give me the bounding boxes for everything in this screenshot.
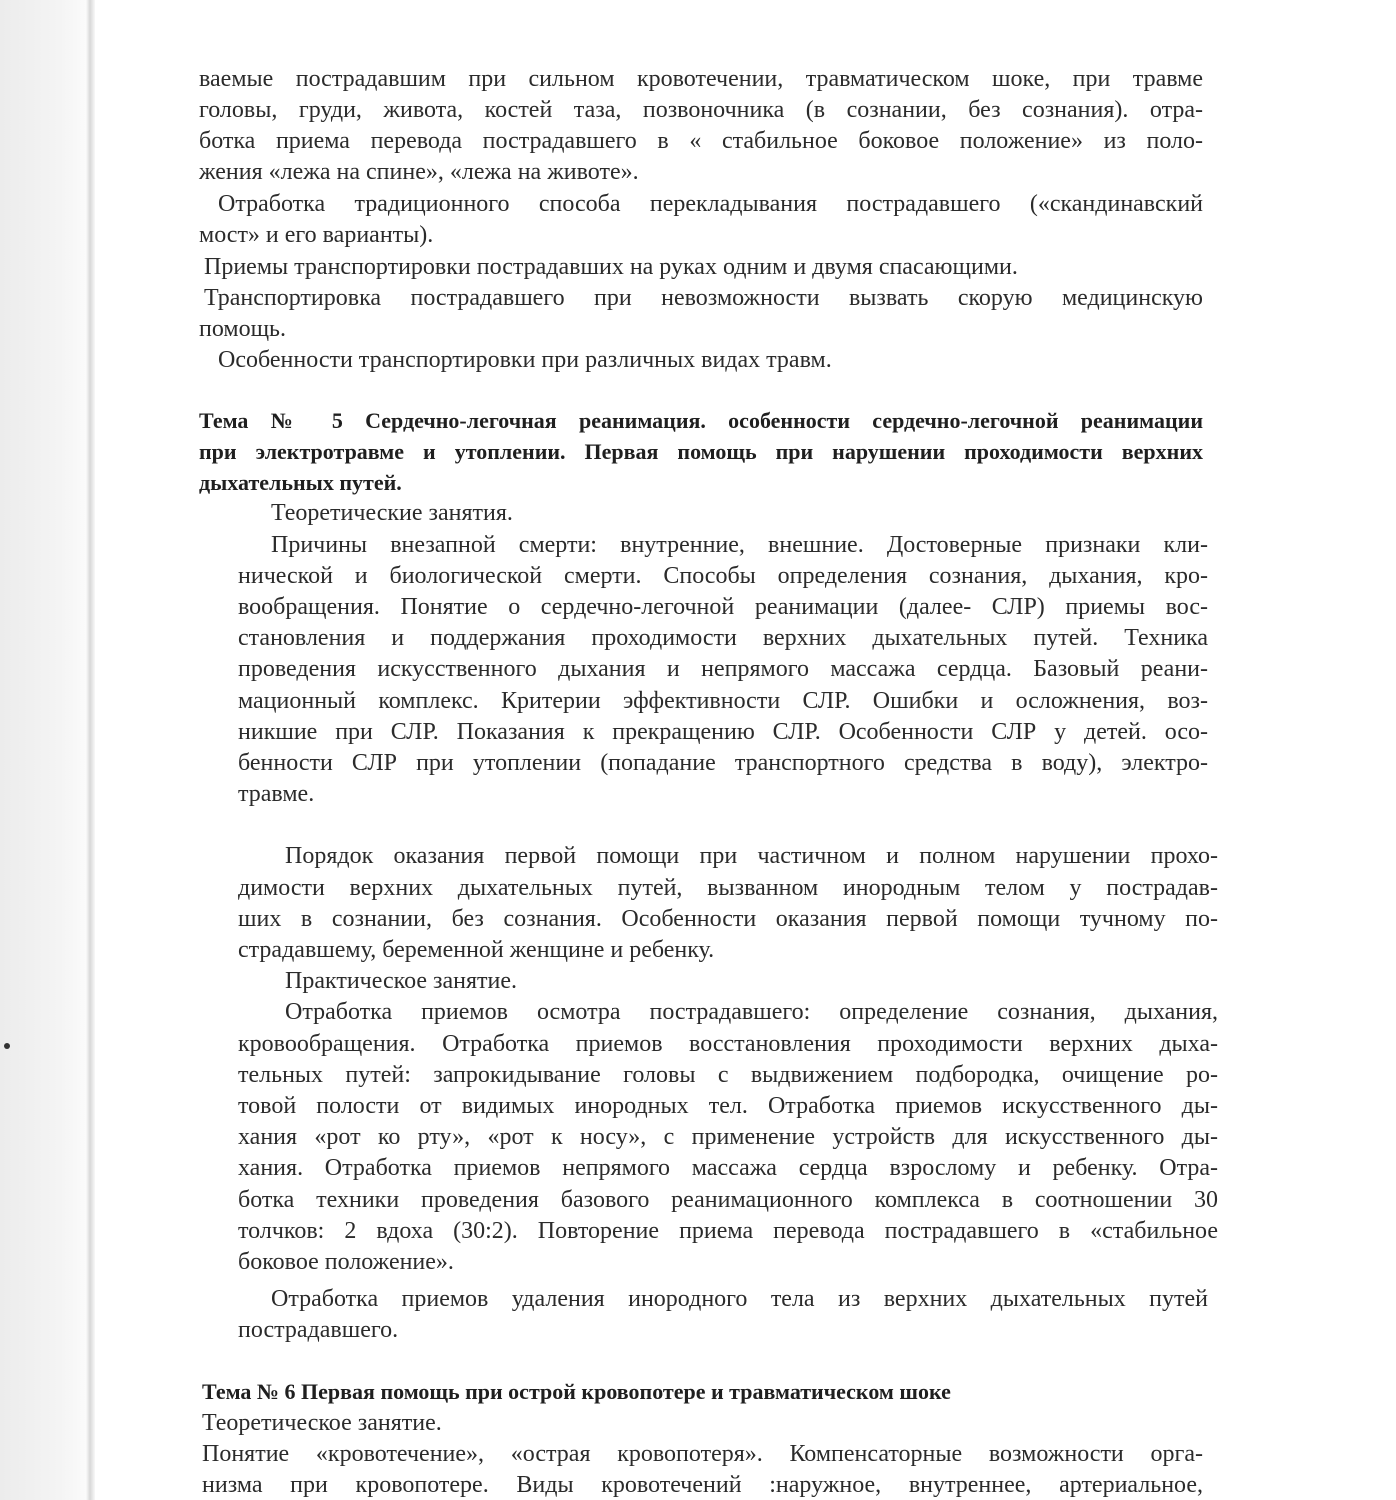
scan-page-edge xyxy=(0,0,95,1500)
text-line: пострадавшего. xyxy=(238,1317,399,1343)
text-line: бенности СЛР при утоплении (попадание транспортного средства в воду), электро- xyxy=(238,750,1208,776)
text-line: жения «лежа на спине», «лежа на животе». xyxy=(199,159,639,185)
text-line: ботка приема перевода пострадавшего в « стабильное боковое положение» из поло- xyxy=(199,128,1203,154)
text-line: Отработка приемов удаления инородного тела из верхних дыхательных путей xyxy=(271,1286,1208,1312)
text-line: ботка техники проведения базового реанимационного комплекса в соотношении 30 xyxy=(238,1187,1218,1213)
topic-heading: при электротравме и утоплении. Первая помощь при нарушении проходимости верхних xyxy=(199,439,1203,464)
text-line: ших в сознании, без сознания. Особенности оказания первой помощи тучному по- xyxy=(238,906,1218,932)
text-line: Понятие «кровотечение», «острая кровопотеря». Компенсаторные возможности орга- xyxy=(202,1441,1203,1467)
text-line: вообращения. Понятие о сердечно-легочной реанимации (далее- СЛР) приемы вос- xyxy=(238,594,1208,620)
text-line: травме. xyxy=(238,781,315,807)
text-line: помощь. xyxy=(199,316,286,342)
text-line: низма при кровопотере. Виды кровотечений :наружное, внутреннее, артериальное, xyxy=(202,1472,1203,1498)
text-line: димости верхних дыхательных путей, вызванном инородным телом у пострадав- xyxy=(238,875,1218,901)
text-line: боковое положение». xyxy=(238,1249,454,1275)
text-line: хания. Отработка приемов непрямого массажа сердца взрослому и ребенку. Отра- xyxy=(238,1155,1218,1181)
scan-mark xyxy=(4,1043,10,1049)
text-line: головы, груди, живота, костей таза, позвоночника (в сознании, без сознания). отра- xyxy=(199,97,1203,123)
text-line: страдавшему, беременной женщине и ребенку. xyxy=(238,937,715,963)
topic-heading: Тема № 6 Первая помощь при острой кровопотере и травматическом шоке xyxy=(202,1379,951,1404)
text-line: Причины внезапной смерти: внутренние, внешние. Достоверные признаки кли- xyxy=(271,532,1208,558)
text-line: нической и биологической смерти. Способы определения сознания, дыхания, кро- xyxy=(238,563,1208,589)
text-line: товой полости от видимых инородных тел. Отработка приемов искусственного ды- xyxy=(238,1093,1218,1119)
text-line: толчков: 2 вдоха (30:2). Повторение приема перевода пострадавшего в «стабильное xyxy=(238,1218,1218,1244)
text-line: кровообращения. Отработка приемов восстановления проходимости верхних дыха- xyxy=(238,1031,1218,1057)
text-line: никшие при СЛР. Показания к прекращению СЛР. Особенности СЛР у детей. осо- xyxy=(238,719,1208,745)
section-label: Теоретические занятия. xyxy=(271,500,513,526)
text-line: ваемые пострадавшим при сильном кровотечении, травматическом шоке, при травме xyxy=(199,66,1203,92)
text-line: Приемы транспортировки пострадавших на руках одним и двумя спасающими. xyxy=(204,254,1018,280)
section-label: Теоретическое занятие. xyxy=(202,1410,442,1436)
text-line: мост» и его варианты). xyxy=(199,222,434,248)
topic-heading: дыхательных путей. xyxy=(199,470,402,495)
text-line: становления и поддержания проходимости верхних дыхательных путей. Техника xyxy=(238,625,1208,651)
text-line: Отработка традиционного способа перекладывания пострадавшего («скандинавский xyxy=(218,191,1203,217)
text-line: Порядок оказания первой помощи при частичном и полном нарушении прохо- xyxy=(285,843,1218,869)
text-line: хания «рот ко рту», «рот к носу», с применение устройств для искусственного ды- xyxy=(238,1124,1218,1150)
text-line: мационный комплекс. Критерии эффективности СЛР. Ошибки и осложнения, воз- xyxy=(238,688,1208,714)
text-line: проведения искусственного дыхания и непрямого массажа сердца. Базовый реани- xyxy=(238,656,1208,682)
section-label: Практическое занятие. xyxy=(285,968,518,994)
text-line: Особенности транспортировки при различных видах травм. xyxy=(218,347,832,373)
text-line: Транспортировка пострадавшего при невозможности вызвать скорую медицинскую xyxy=(204,285,1203,311)
text-line: тельных путей: запрокидывание головы с выдвижением подбородка, очищение ро- xyxy=(238,1062,1218,1088)
text-line: Отработка приемов осмотра пострадавшего: определение сознания, дыхания, xyxy=(285,999,1218,1025)
topic-heading: Тема № 5 Сердечно-легочная реанимация. особенности сердечно-легочной реанимации xyxy=(199,408,1203,433)
